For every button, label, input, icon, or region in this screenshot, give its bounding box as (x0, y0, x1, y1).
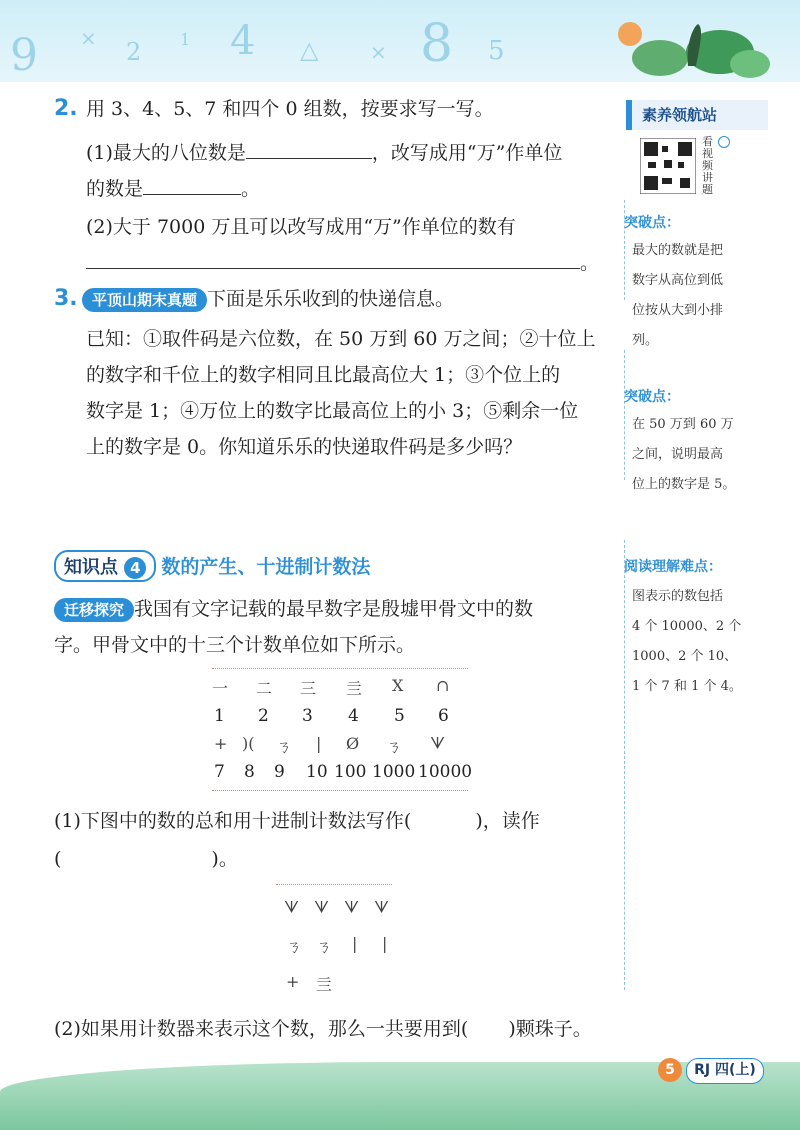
text-segment: )颗珠子。 (508, 1018, 592, 1040)
table-bottom-rule (212, 790, 468, 791)
figure-top-rule (276, 884, 392, 885)
source-tag: 平顶山期末真题 (82, 288, 207, 312)
oracle-glyph: ㄋ (386, 737, 403, 756)
note-text (632, 236, 752, 356)
oracle-glyph: | (352, 934, 358, 953)
oracle-glyph: ᗐ (284, 898, 300, 917)
oracle-glyph: Ø (346, 734, 360, 753)
oracle-glyph: ᗐ (374, 898, 390, 917)
note-line: 图表示的数包括 (632, 589, 724, 604)
sidebar-divider (624, 540, 625, 990)
glyph-value: 7 (214, 762, 225, 782)
sidebar-title: 素养领航站 (626, 100, 768, 130)
text-segment: 下面是乐乐收到的快递信息。 (207, 288, 455, 310)
glyph-value: 6 (438, 706, 449, 726)
question-part (86, 176, 260, 202)
text-segment: 。 (241, 178, 261, 200)
decor-digit: 4 (230, 18, 256, 64)
decor-digit: 9 (10, 30, 38, 81)
text-segment: 知识点 (64, 557, 118, 578)
oracle-glyph: ∩ (436, 676, 450, 695)
answer-blank[interactable] (86, 250, 580, 269)
decor-digit: △ (300, 36, 319, 64)
glyph-value: 3 (302, 706, 313, 726)
decor-digit: × (80, 26, 97, 50)
note-line: 1000、2 个 10、 (632, 649, 738, 664)
oracle-glyph: ㄋ (286, 937, 303, 956)
glyph-value: 100 (334, 762, 367, 782)
oracle-glyph: | (382, 934, 388, 953)
note-text (632, 582, 752, 702)
sub-question (54, 846, 238, 872)
glyph-value: 10 (306, 762, 328, 782)
sub-question (54, 1016, 592, 1042)
oracle-glyph: ㄋ (316, 937, 333, 956)
glyph-value: 8 (244, 762, 255, 782)
page-number: 5 (658, 1058, 682, 1082)
note-line: 1 个 7 和 1 个 4。 (632, 679, 742, 694)
glyph-value: 5 (394, 706, 405, 726)
question-text: 数字是 1；④万位上的数字比最高位上的小 3；⑤剩余一位 (86, 400, 579, 422)
qr-code-icon[interactable] (640, 138, 696, 194)
oracle-glyph: + (214, 734, 228, 753)
oracle-glyph: | (316, 734, 322, 753)
note-line: 在 50 万到 60 万 (632, 417, 734, 432)
plant-decoration (600, 6, 770, 82)
note-head: 突破点： (624, 389, 680, 405)
answer-blank[interactable] (143, 176, 241, 195)
text-segment: (1)下图中的数的总和用十进制计数法写作( (54, 810, 412, 832)
oracle-glyph: 亖 (316, 975, 333, 994)
knowledge-title: 数的产生、十进制计数法 (161, 556, 371, 578)
decor-digit: × (370, 40, 387, 64)
decor-digit: 5 (488, 36, 505, 66)
text-segment: )，读作 (475, 810, 540, 832)
text-segment: ，改写成用“万”作单位 (371, 142, 563, 164)
question-stem: 用 3、4、5、7 和四个 0 组数，按要求写一写。 (86, 98, 494, 120)
note-head: 突破点： (624, 215, 680, 231)
sub-question (54, 808, 540, 834)
intro-line (54, 596, 533, 622)
text-segment: (1)最大的八位数是 (86, 142, 246, 164)
question-text: 上的数字是 0。你知道乐乐的快递取件码是多少吗？ (86, 436, 523, 458)
note-line: 列。 (632, 333, 659, 348)
glyph-value: 10000 (418, 762, 473, 782)
oracle-glyph: ᗐ (430, 734, 446, 753)
oracle-glyph: ᗐ (344, 898, 360, 917)
question-number: 2. (54, 96, 78, 121)
oracle-glyph: 二 (256, 679, 273, 698)
glyph-value: 1 (214, 706, 225, 726)
qr-caption-char: 讲 (702, 171, 713, 184)
question-text: 已知：①取件码是六位数，在 50 万到 60 万之间；②十位上 (86, 328, 596, 350)
glyph-value: 4 (348, 706, 359, 726)
note-line: 之间，说明最高 (632, 447, 724, 462)
glyph-value: 1000 (372, 762, 416, 782)
knowledge-number: 4 (124, 557, 146, 579)
oracle-glyph: X (392, 676, 404, 695)
glyph-value: 9 (274, 762, 285, 782)
qr-caption-char: 题 (702, 183, 713, 196)
book-label: RJ 四(上) (686, 1058, 764, 1084)
oracle-glyph: 三 (300, 679, 317, 698)
oracle-glyph: ᗐ (314, 898, 330, 917)
play-icon[interactable] (718, 136, 730, 148)
text-segment: )。 (211, 848, 238, 870)
oracle-glyph: )( (242, 734, 255, 753)
oracle-glyph: 一 (212, 679, 229, 698)
note-head: 阅读理解难点： (624, 559, 722, 575)
question-part (86, 140, 562, 166)
question-number: 3. (54, 286, 78, 311)
table-top-rule (212, 668, 468, 669)
qr-caption-char: 频 (702, 159, 713, 172)
qr-caption-char: 看 (702, 135, 713, 148)
decor-digit: 8 (420, 14, 454, 74)
text-segment: 我国有文字记载的最早数字是殷墟甲骨文中的数 (134, 598, 534, 620)
note-line: 4 个 10000、2 个 (632, 619, 742, 634)
question-text: 的数字和千位上的数字相同且比最高位大 1；③个位上的 (86, 364, 561, 386)
question-part (86, 250, 599, 276)
oracle-glyph: + (286, 972, 300, 991)
answer-blank[interactable] (246, 140, 372, 159)
decor-digit: 2 (126, 38, 142, 66)
knowledge-point-header (54, 550, 370, 582)
intro-line: 字。甲骨文中的十三个计数单位如下所示。 (54, 634, 416, 656)
qr-caption-char: 视 (702, 147, 713, 160)
note-line: 数字从高位到低 (632, 273, 724, 288)
text-segment: 的数是 (86, 178, 144, 200)
oracle-glyph: 亖 (346, 679, 363, 698)
question-part: (2)大于 7000 万且可以改写成用“万”作单位的数有 (86, 216, 516, 238)
decor-digit: 1 (180, 30, 191, 49)
text-segment: ( (54, 848, 62, 870)
text-segment: 。 (580, 252, 600, 274)
knowledge-label (54, 550, 156, 582)
oracle-glyph: ㄋ (276, 737, 293, 756)
text-segment: (2)如果用计数器来表示这个数，那么一共要用到( (54, 1018, 469, 1040)
note-line: 位按从大到小排 (632, 303, 724, 318)
note-line: 位上的数字是 5。 (632, 477, 736, 492)
note-line: 最大的数就是把 (632, 243, 724, 258)
glyph-value: 2 (258, 706, 269, 726)
qr-caption (702, 136, 720, 196)
sidebar-divider (624, 350, 625, 480)
question-stem-line (82, 286, 454, 312)
explore-tag: 迁移探究 (54, 598, 134, 622)
note-text (632, 410, 752, 500)
